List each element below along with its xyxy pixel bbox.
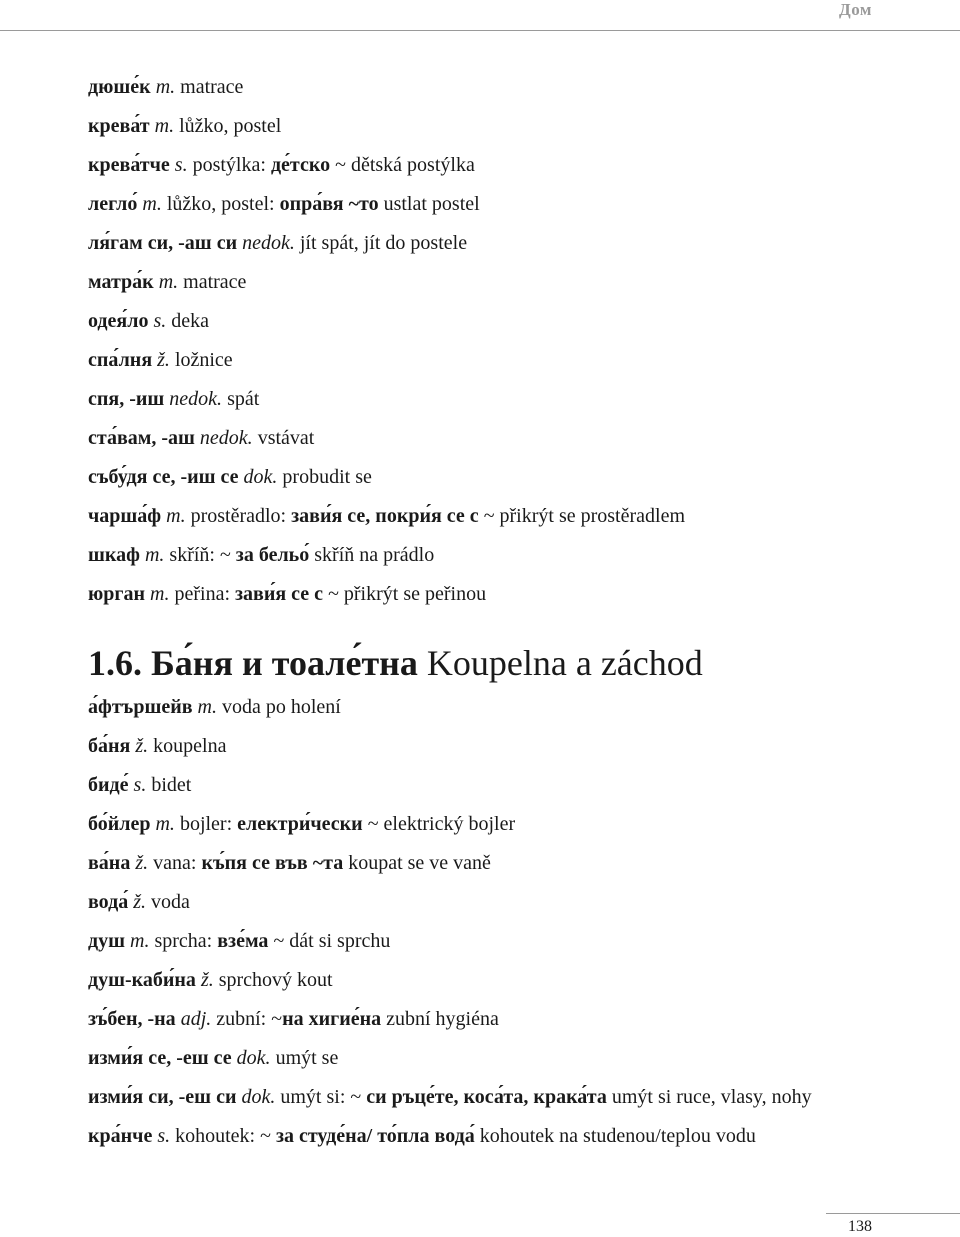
dictionary-entries-bedroom <box>88 68 938 614</box>
headword: за бельо́ <box>235 544 310 566</box>
definition-text: peřina: <box>169 583 235 605</box>
definition-text: ~ dětská postýlka <box>330 154 475 176</box>
grammar-tag: dok. <box>241 1086 276 1108</box>
headword: събу́дя се, -иш се <box>88 466 239 488</box>
definition-text: vstávat <box>252 427 315 449</box>
dictionary-entry <box>88 536 938 575</box>
definition-text: umýt se <box>270 1047 339 1069</box>
grammar-tag: m. <box>155 76 176 98</box>
dictionary-entry <box>88 263 938 302</box>
headword: зави́я се с <box>235 583 324 605</box>
grammar-tag: m. <box>155 813 175 835</box>
grammar-tag: nedok. <box>199 427 253 449</box>
definition-text: kohoutek na studenou/teplou vodu <box>474 1125 756 1147</box>
definition-text: ~ přikrýt se prostěradlem <box>478 505 686 527</box>
headword: взе́ма <box>217 930 269 952</box>
definition-text: skříň na prádlo <box>309 544 435 566</box>
grammar-tag: m. <box>130 930 150 952</box>
dictionary-entries-bathroom <box>88 688 960 1156</box>
headword: зъ́бен, -на <box>88 1008 176 1030</box>
dictionary-entry <box>88 68 938 107</box>
headword: крева́т <box>88 115 150 137</box>
headword: изми́я си, -еш си <box>88 1086 237 1108</box>
dictionary-entry <box>88 146 938 185</box>
definition-text: skříň: ~ <box>164 544 236 566</box>
dictionary-entry <box>88 380 938 419</box>
definition-text: zubní hygiéna <box>381 1008 499 1030</box>
headword: на хигие́на <box>282 1008 382 1030</box>
headword: изми́я се, -еш се <box>88 1047 232 1069</box>
definition-text: zubní: ~ <box>211 1008 283 1030</box>
headword: крева́тче <box>88 154 170 176</box>
section-subtitle: Koupelna a záchod <box>417 643 703 683</box>
dictionary-entry <box>88 341 938 380</box>
dictionary-entry <box>88 302 938 341</box>
headword: ва́на <box>88 852 131 874</box>
grammar-tag: ž. <box>133 891 147 913</box>
definition-text: ustlat postel <box>378 193 480 215</box>
section-number-title: 1.6. Ба́ня и тоале́тна <box>88 643 418 683</box>
grammar-tag: ž. <box>135 852 149 874</box>
headword: ста́вам, -аш <box>88 427 195 449</box>
headword: шкаф <box>88 544 140 566</box>
headword: кра́нче <box>88 1125 153 1147</box>
grammar-tag: s. <box>174 154 188 176</box>
headword: одея́ло <box>88 310 149 332</box>
headword: бо́йлер <box>88 813 151 835</box>
dictionary-entry <box>88 961 960 1000</box>
dictionary-entry <box>88 688 960 727</box>
definition-text: jít spát, jít do postele <box>294 232 468 254</box>
dictionary-entry <box>88 727 960 766</box>
headword: ля́гам си, -аш си <box>88 232 238 254</box>
headword: за студе́на/ то́пла вода́ <box>275 1125 475 1147</box>
dictionary-entry <box>88 458 938 497</box>
dictionary-entry <box>88 497 938 536</box>
definition-text: probudit se <box>277 466 372 488</box>
definition-text: sprchový kout <box>213 969 333 991</box>
definition-text: spát <box>222 388 260 410</box>
grammar-tag: m. <box>150 583 170 605</box>
dictionary-entry <box>88 575 938 614</box>
grammar-tag: s. <box>157 1125 171 1147</box>
grammar-tag: m. <box>158 271 179 293</box>
definition-text: lůžko, postel: <box>161 193 280 215</box>
headword: чарша́ф <box>88 505 162 527</box>
grammar-tag: s. <box>133 774 147 796</box>
headword: душ-каби́на <box>88 969 196 991</box>
grammar-tag: s. <box>153 310 167 332</box>
grammar-tag: ž. <box>200 969 214 991</box>
grammar-tag: ž. <box>157 349 170 371</box>
definition-text: koupat se ve vaně <box>343 852 491 874</box>
definition-text: voda po holení <box>216 696 341 718</box>
headword: електри́чески <box>237 813 363 835</box>
definition-text: umýt si ruce, vlasy, nohy <box>606 1086 812 1108</box>
headword: матра́к <box>88 271 154 293</box>
dictionary-entry <box>88 107 938 146</box>
headword: спа́лня <box>88 349 153 371</box>
definition-text: postýlka: <box>187 154 271 176</box>
dictionary-entry <box>88 883 960 922</box>
dictionary-entry <box>88 185 938 224</box>
grammar-tag: m. <box>197 696 217 718</box>
headword: а́фтършейв <box>88 696 193 718</box>
definition-text: lůžko, postel <box>174 115 282 137</box>
definition-text: prostěradlo: <box>185 505 292 527</box>
definition-text: ložnice <box>169 349 233 371</box>
headword: вода́ <box>88 891 129 913</box>
definition-text: voda <box>146 891 190 913</box>
page-header <box>0 0 960 31</box>
dictionary-entry <box>88 1039 960 1078</box>
definition-text: bojler: <box>174 813 238 835</box>
grammar-tag: dok. <box>243 466 278 488</box>
grammar-tag: m. <box>154 115 175 137</box>
running-header-title: Дом <box>839 0 872 19</box>
definition-text: umýt si: ~ <box>275 1086 367 1108</box>
grammar-tag: adj. <box>180 1008 212 1030</box>
headword: легло́ <box>88 193 138 215</box>
headword: си ръце́те, коса́та, крака́та <box>366 1086 607 1108</box>
definition-text: bidet <box>146 774 192 796</box>
definition-text: kohoutek: ~ <box>170 1125 276 1147</box>
grammar-tag: m. <box>142 193 162 215</box>
definition-text: ~ dát si sprchu <box>268 930 391 952</box>
headword: де́тско <box>270 154 331 176</box>
grammar-tag: nedok. <box>242 232 295 254</box>
dictionary-entry <box>88 805 960 844</box>
headword: биде́ <box>88 774 129 796</box>
dictionary-entry <box>88 1078 960 1117</box>
definition-text: ~ přikrýt se peřinou <box>323 583 487 605</box>
headword: душ <box>88 930 126 952</box>
dictionary-entry <box>88 419 938 458</box>
headword: спя, -иш <box>88 388 165 410</box>
grammar-tag: ž. <box>135 735 149 757</box>
grammar-tag: dok. <box>236 1047 271 1069</box>
dictionary-entry <box>88 224 938 263</box>
section-heading <box>88 640 938 686</box>
dictionary-entry <box>88 1000 960 1039</box>
headword: къ́пя се във ~та <box>201 852 344 874</box>
definition-text: deka <box>166 310 210 332</box>
page-number: 138 <box>848 1218 872 1235</box>
footer-rule <box>826 1213 960 1214</box>
headword: дюше́к <box>88 76 151 98</box>
headword: зави́я се, покри́я се с <box>291 505 479 527</box>
grammar-tag: m. <box>166 505 186 527</box>
dictionary-entry <box>88 922 960 961</box>
definition-text: sprcha: <box>149 930 218 952</box>
dictionary-entry <box>88 1117 960 1156</box>
definition-text: ~ elektrický bojler <box>362 813 516 835</box>
headword: опра́вя ~то <box>279 193 379 215</box>
grammar-tag: nedok. <box>169 388 223 410</box>
dictionary-entry <box>88 766 960 805</box>
grammar-tag: m. <box>144 544 165 566</box>
dictionary-entry <box>88 844 960 883</box>
definition-text: matrace <box>175 76 244 98</box>
definition-text: koupelna <box>148 735 227 757</box>
definition-text: matrace <box>178 271 247 293</box>
headword: ба́ня <box>88 735 131 757</box>
definition-text: vana: <box>148 852 202 874</box>
headword: юрган <box>88 583 146 605</box>
